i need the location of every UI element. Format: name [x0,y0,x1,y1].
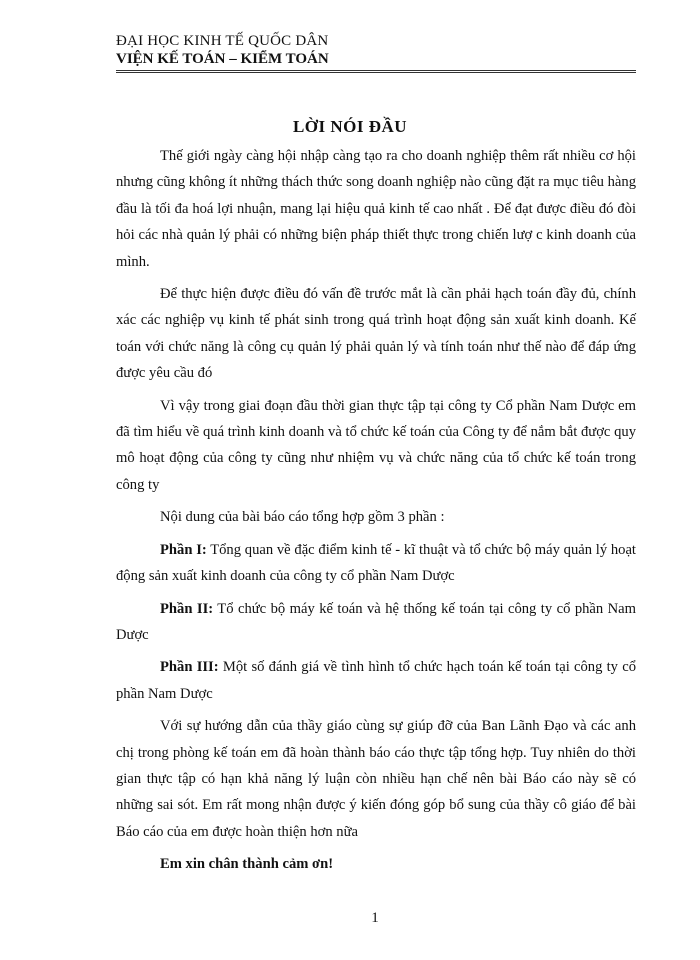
paragraph-part-2 [116,596,636,649]
paragraph-internship: Vì vậy trong giai đoạn đầu thời gian thực tập tại công ty Cổ phần Nam Dược em đã tìm hiểu về quá trình kinh doanh và tổ chức kế toán của Công ty để nắm bắt được quy mô hoạt động của công ty cũng như nhiệm vụ và chức năng của tổ chức kế toán trong công ty [116,397,636,493]
paragraph-part-1 [116,537,636,590]
part-2-text: Tổ chức bộ máy kế toán và hệ thống kế toán tại công ty cổ phần Nam Dược [116,600,637,643]
part-2-label: Phần II: [160,600,214,617]
part-1-text: Tổng quan về đặc điểm kinh tế - kĩ thuật và tổ chức bộ máy quản lý hoạt động sản xuất kinh doanh của công ty cổ phần Nam Dược [116,541,636,585]
part-3-text: Một số đánh giá về tình hình tổ chức hạch toán kế toán tại công ty cổ phần Nam Dược [116,659,636,702]
part-1-label: Phần I: [160,541,207,558]
part-3-label: Phần III: [160,659,219,676]
paragraph-intro: Thế giới ngày càng hội nhập càng tạo ra cho doanh nghiệp thêm rất nhiều cơ hội nhưng cũng không ít những thách thức song doanh nghiệp nào cũng đặt ra mục tiêu hàng đầu là tối đa hoá lợi nhuận, mang lại hiệu quả kinh tế cao nhất . Để đạt được điều đó đòi hỏi các nhà quản lý phải có những biện pháp thiết thực trong chiến lượ c kinh doanh của mình. [116,148,636,270]
document-body [116,143,636,878]
paragraph-acknowledgement: Với sự hướng dẫn của thầy giáo cùng sự giúp đỡ của Ban Lãnh Đạo và các anh chị trong phòng kế toán em đã hoàn thành báo cáo thực tập tổng hợp. Tuy nhiên do thời gian thực tập có hạn khả năng lý luận còn nhiều hạn chế nên bài Báo cáo này sẽ có những sai sót. Em rất mong nhận được ý kiến đóng góp bổ sung của thầy cô giáo để bài Báo cáo của em được hoàn thiện hơn nữa [116,718,636,840]
paragraph-part-3 [116,654,636,707]
institute-name: VIỆN KẾ TOÁN – KIỂM TOÁN [116,51,329,67]
page-number: 1 [371,910,379,926]
paragraph-accounting: Để thực hiện được điều đó vấn đề trước mắt là cần phải hạch toán đầy đủ, chính xác các nghiệp vụ kinh tế phát sinh trong quá trình hoạt động sản xuất kinh doanh. Kế toán với chức năng là công cụ quản lý phải quản lý và tính toán như thế nào để đáp ứng được yêu cầu đó [116,286,636,382]
page-title: LỜI NÓI ĐẦU [292,117,408,136]
university-name: ĐẠI HỌC KINH TẾ QUỐC DÂN [116,33,329,49]
header-divider [116,70,636,73]
page-header [116,32,636,68]
paragraph-closing [116,851,636,877]
paragraph-contents: Nội dung của bài báo cáo tổng hợp gồm 3 phần : [160,509,445,526]
closing-text: Em xin chân thành cảm ơn! [160,856,334,873]
